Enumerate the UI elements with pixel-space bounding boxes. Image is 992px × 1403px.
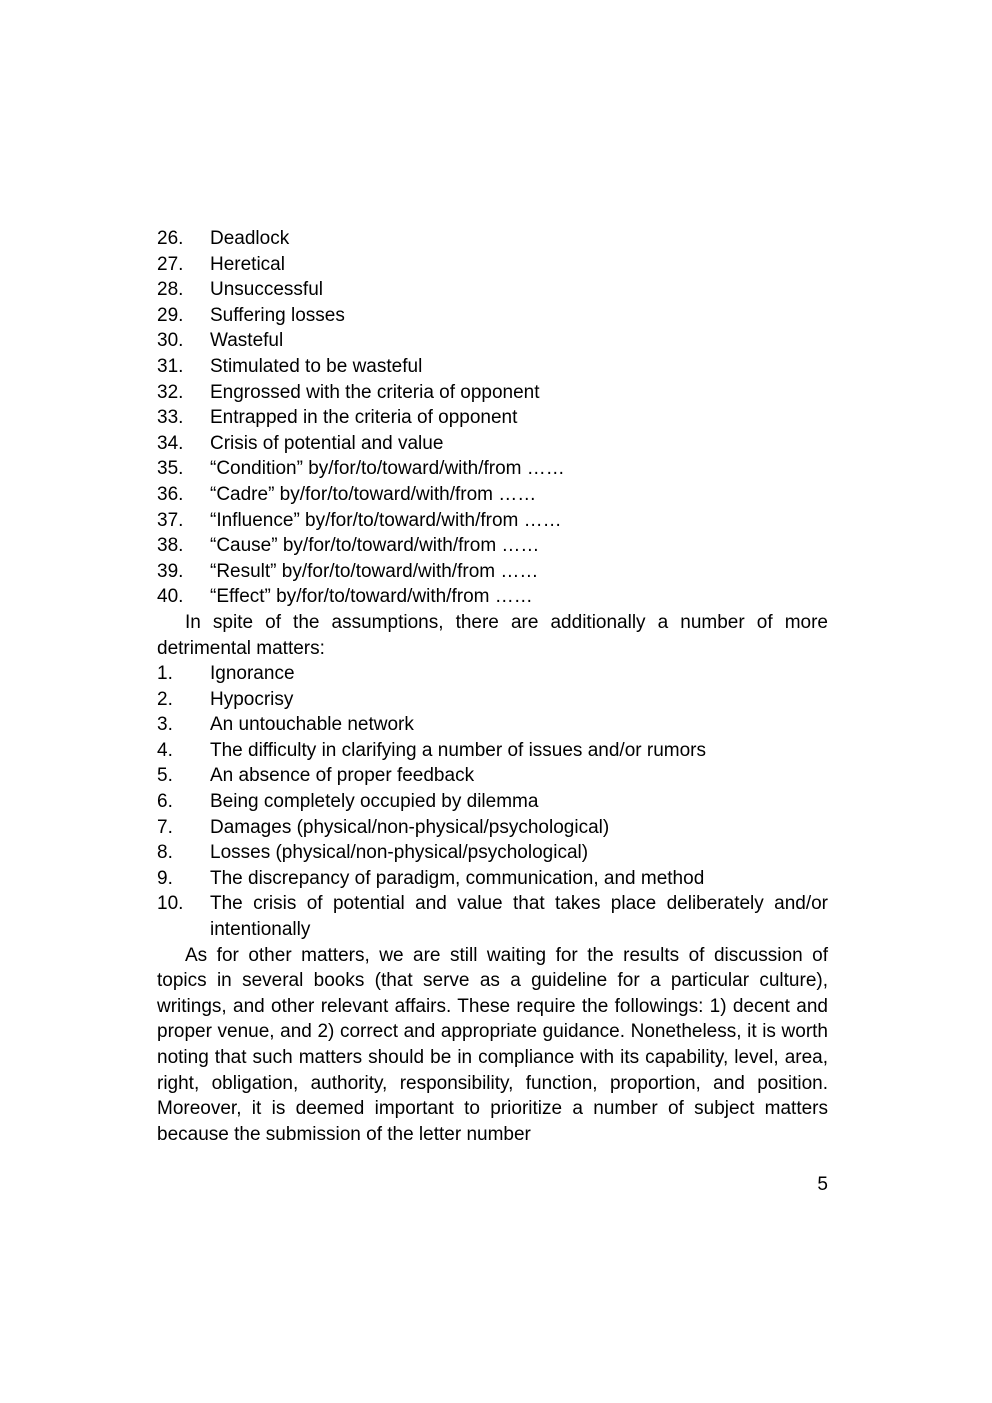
list-item: [157, 815, 828, 841]
text-block: [157, 226, 828, 1147]
paragraph-detrimental-intro: In spite of the assumptions, there are additionally a number of more detrimental matters:: [157, 611, 828, 659]
list-item-number: 26.: [157, 228, 184, 249]
list-item: [157, 661, 828, 687]
list-item-text: Losses (physical/non-physical/psychological): [210, 842, 589, 864]
list-item-text: An absence of proper feedback: [210, 765, 475, 787]
list-item-number: 38.: [157, 535, 184, 557]
list-item-number: 5.: [157, 765, 173, 787]
list-item: [157, 533, 828, 559]
list-item-number: 4.: [157, 739, 173, 761]
list-item: [157, 482, 828, 508]
list-item-number: 39.: [157, 560, 184, 582]
list-item-number: 9.: [157, 867, 173, 889]
list-item-text: “Result” by/for/to/toward/with/from ……: [210, 560, 539, 582]
list-item-text: “Cadre” by/for/to/toward/with/from ……: [210, 483, 537, 505]
list-item-number: 6.: [157, 791, 173, 813]
list-item: [157, 226, 828, 252]
list-item: [157, 508, 828, 534]
list-item: [157, 789, 828, 815]
list-item: [157, 431, 828, 457]
list-item: [157, 303, 828, 329]
list-item: [157, 456, 828, 482]
list-item-text: An untouchable network: [210, 714, 414, 736]
list-item-number: 32.: [157, 381, 184, 403]
list-item: [157, 277, 828, 303]
list-item: [157, 405, 828, 431]
list-item-number: 28.: [157, 279, 184, 301]
list-item-text: “Influence” by/for/to/toward/with/from ……: [210, 509, 562, 531]
list-item-text: The difficulty in clarifying a number of issues and/or rumors: [210, 739, 706, 761]
list-item-text: Unsuccessful: [210, 279, 323, 301]
list-item-number: 2.: [157, 688, 173, 710]
list-item-text: “Cause” by/for/to/toward/with/from ……: [210, 535, 540, 557]
list-item-text: The discrepancy of paradigm, communication, and method: [210, 867, 705, 889]
list-item-number: 35.: [157, 458, 184, 480]
list-item-text: “Effect” by/for/to/toward/with/from ……: [210, 586, 533, 608]
list-item-number: 31.: [157, 355, 184, 377]
numbered-list-26-40: [157, 226, 828, 610]
list-item-number: 3.: [157, 714, 173, 736]
list-item-number: 29.: [157, 304, 184, 326]
list-item-text: Deadlock: [210, 228, 290, 249]
list-item-number: 33.: [157, 407, 184, 429]
list-item-text: Suffering losses: [210, 304, 345, 326]
list-item-text: Engrossed with the criteria of opponent: [210, 381, 540, 403]
numbered-list-1-10: [157, 661, 828, 943]
list-item-text: Crisis of potential and value: [210, 432, 444, 454]
list-item: [157, 380, 828, 406]
paragraph-other-matters: As for other matters, we are still waiting for the results of discussion of topics in several books (that serve as a guideline for a particular culture), writings, and other relevant affairs. These require the followings: 1) decent and proper venue, and 2) correct and appropriate guidance. Nonetheless, it is worth noting that such matters should be in compliance with its capability, level, area, right, obligation, authority, responsibility, function, proportion, and position. Moreover, it is deemed important to prioritize a number of subject matters because the submission of the letter number: [157, 944, 828, 1145]
list-item: [157, 252, 828, 278]
list-item: [157, 866, 828, 892]
list-item: [157, 328, 828, 354]
list-item-number: 27.: [157, 253, 184, 275]
list-item: [157, 840, 828, 866]
list-item-text: Stimulated to be wasteful: [210, 355, 423, 377]
list-item-number: 10.: [157, 893, 184, 915]
list-item-number: 7.: [157, 816, 173, 838]
list-item-number: 30.: [157, 330, 184, 352]
list-item-number: 36.: [157, 483, 184, 505]
list-item: [157, 763, 828, 789]
list-item-number: 34.: [157, 432, 184, 454]
list-item: [157, 559, 828, 585]
list-item: [157, 584, 828, 610]
list-item-number: 37.: [157, 509, 184, 531]
list-item: [157, 354, 828, 380]
list-item-number: 1.: [157, 663, 173, 685]
list-item-text: Hypocrisy: [210, 688, 294, 710]
list-item-number: 8.: [157, 842, 173, 864]
list-item: [157, 738, 828, 764]
page-number: 5: [817, 1174, 828, 1195]
list-item: [157, 687, 828, 713]
list-item-text: Ignorance: [210, 663, 295, 685]
list-item-text: The crisis of potential and value that takes place deliberately and/or intentionally: [210, 893, 828, 941]
list-item-text: Damages (physical/non-physical/psychological): [210, 816, 610, 838]
list-item-text: Entrapped in the criteria of opponent: [210, 407, 518, 429]
list-item: [157, 712, 828, 738]
list-item: [157, 891, 828, 942]
list-item-text: Heretical: [210, 253, 285, 275]
list-item-text: Being completely occupied by dilemma: [210, 791, 539, 813]
list-item-text: “Condition” by/for/to/toward/with/from ……: [210, 458, 565, 480]
list-item-text: Wasteful: [210, 330, 284, 352]
list-item-number: 40.: [157, 586, 184, 608]
